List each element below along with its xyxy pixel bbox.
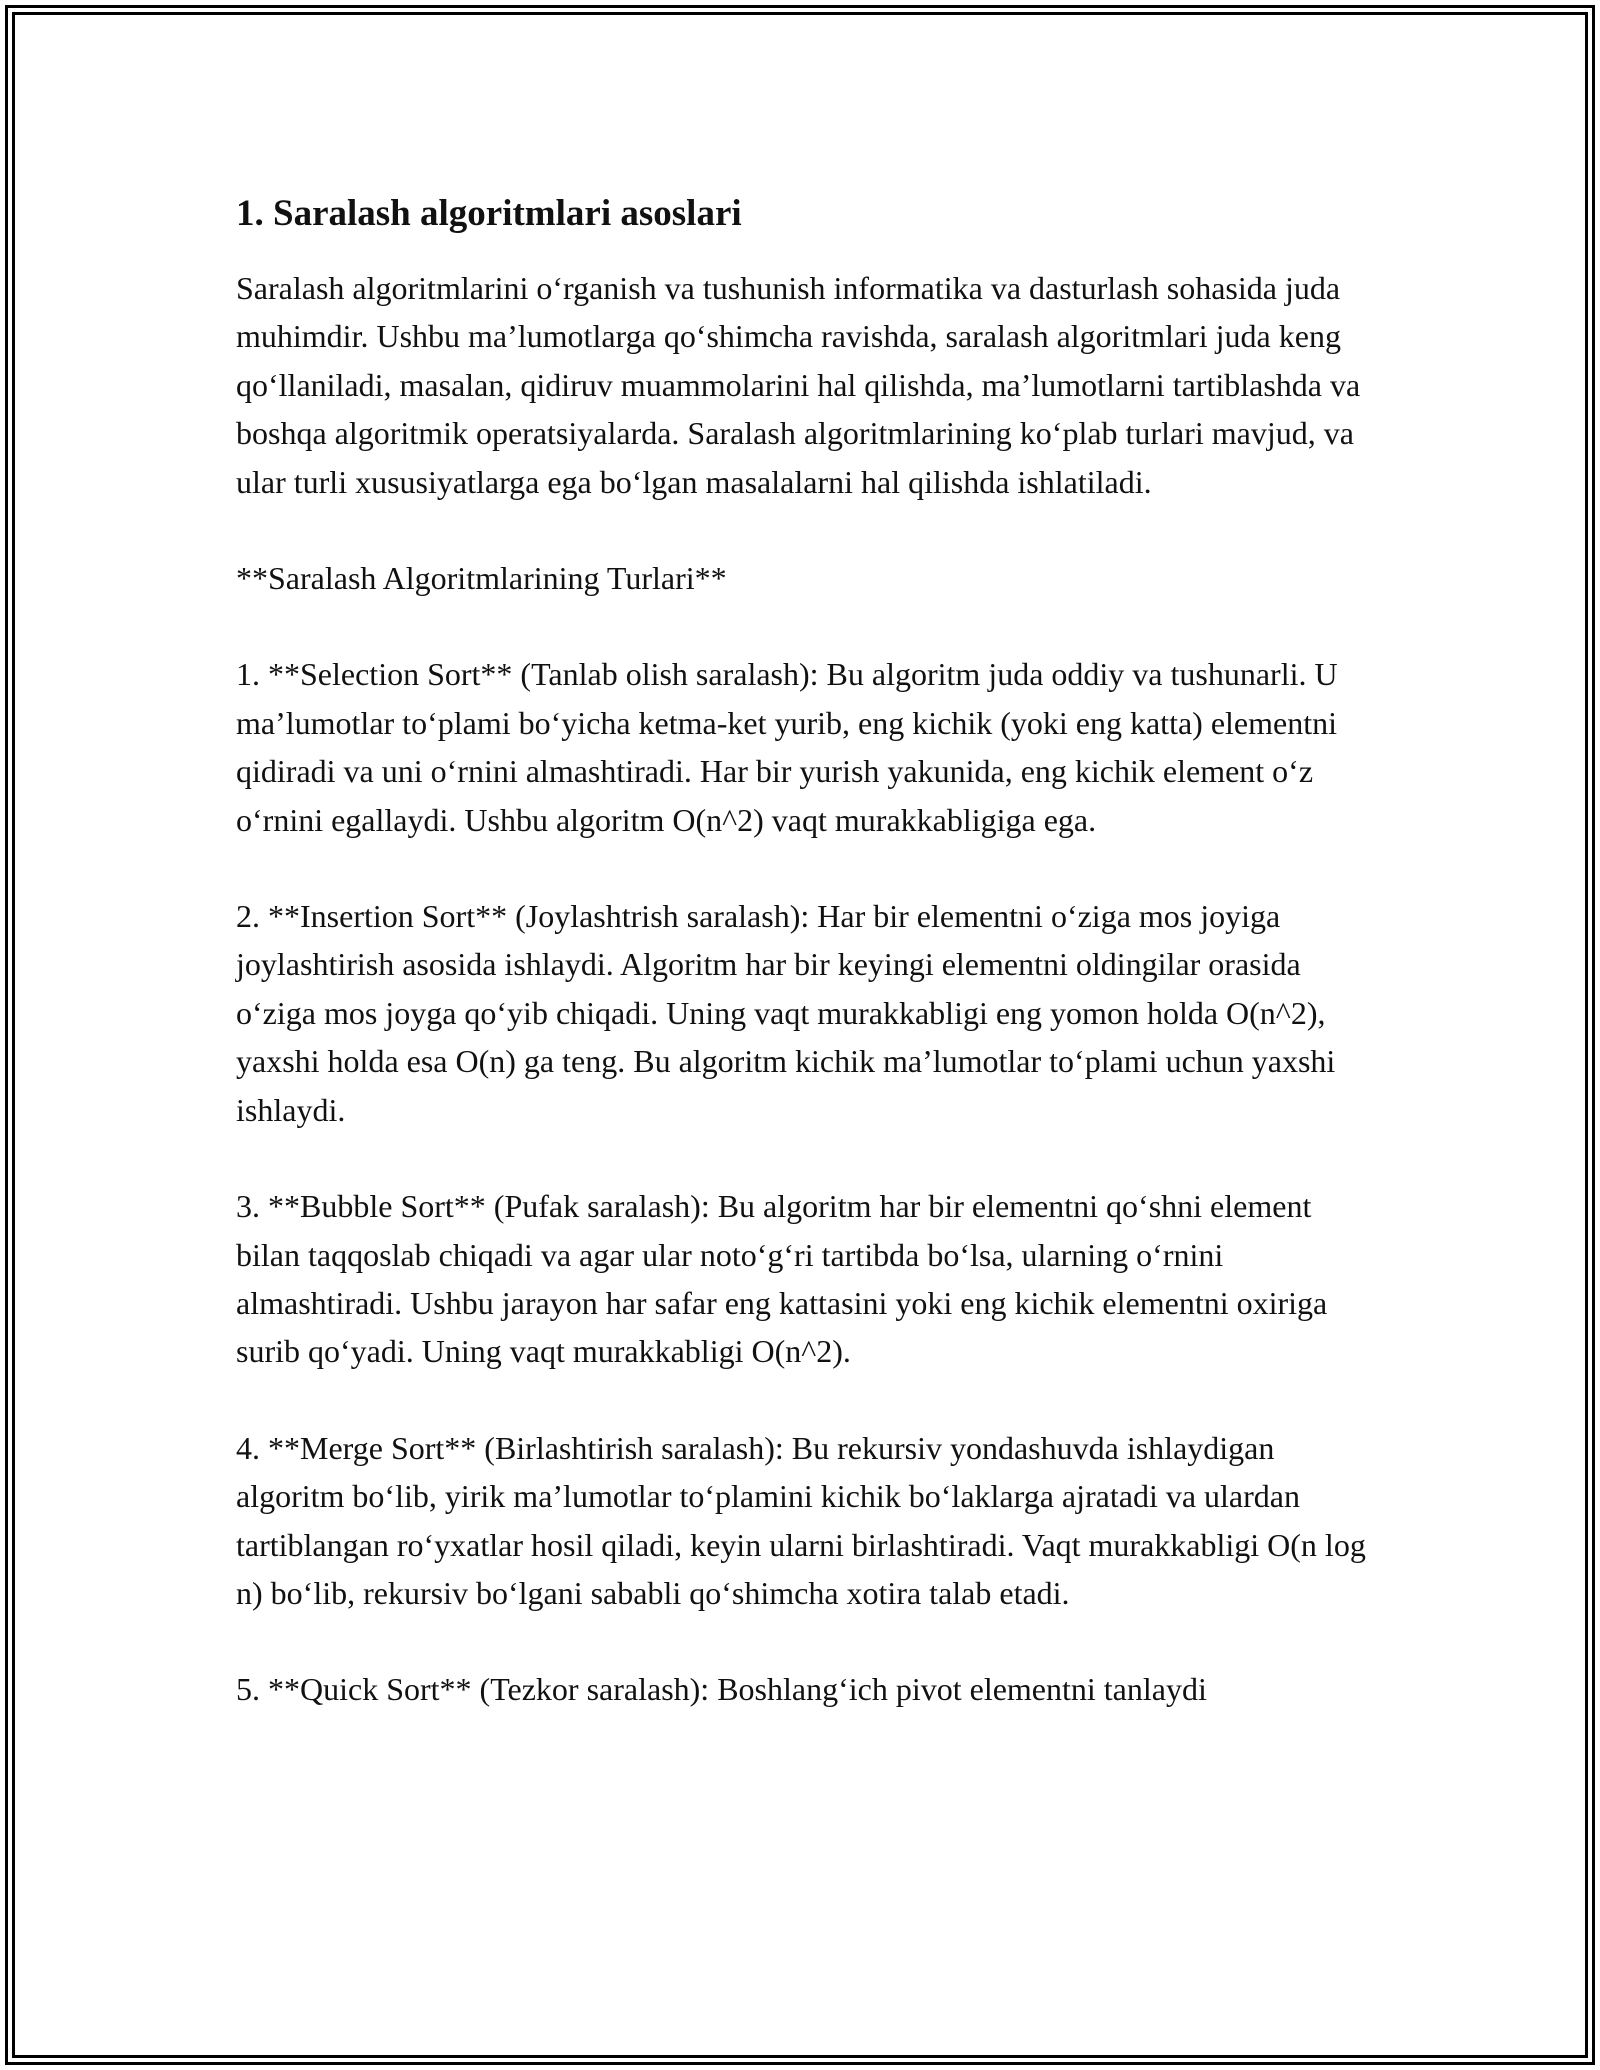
intro-paragraph: Saralash algoritmlarini o‘rganish va tushunish informatika va dasturlash sohasida juda muhimdir. Ushbu ma’lumotlarga qo‘shimcha ravishda, saralash algoritmlari juda keng qo‘llaniladi, masalan, qidiruv muammolarini hal qilishda, ma’lumotlarni tartiblashda va boshqa algoritmik operatsiyalarda. Saralash algoritmlarining ko‘plab turlari mavjud, va ular turli xususiyatlarga ega bo‘lgan masalalarni hal qilishda ishlatiladi.: [236, 270, 1361, 500]
insertion-sort-paragraph: 2. **Insertion Sort** (Joylashtrish saralash): Har bir elementni o‘ziga mos joyiga joylashtirish asosida ishlaydi. Algoritm har bir keyingi elementni oldingilar orasida o‘ziga mos joyga qo‘yib chiqadi. Uning vaqt murakkabligi eng yomon holda O(n^2), yaxshi holda esa O(n) ga teng. Bu algoritm kichik ma’lumotlar to‘plami uchun yaxshi ishlaydi.: [236, 898, 1336, 1128]
document-body: [236, 184, 1376, 1762]
section-heading: 1. Saralash algoritmlari asoslari: [236, 193, 742, 234]
bubble-sort-paragraph: 3. **Bubble Sort** (Pufak saralash): Bu algoritm har bir elementni qo‘shni element bilan taqqoslab chiqadi va agar ular noto‘g‘ri tartibda bo‘lsa, ularning o‘rnini almashtiradi. Ushbu jarayon har safar eng kattasini yoki eng kichik elementni oxiriga surib qo‘yadi. Uning vaqt murakkabligi O(n^2).: [236, 1188, 1328, 1370]
selection-sort-paragraph: 1. **Selection Sort** (Tanlab olish saralash): Bu algoritm juda oddiy va tushunarli. U ma’lumotlar to‘plami bo‘yicha ketma-ket yurib, eng kichik (yoki eng katta) elementni qidiradi va uni o‘rnini almashtiradi. Har bir yurish yakunida, eng kichik element o‘z o‘rnini egallaydi. Ushbu algoritm O(n^2) vaqt murakkabligiga ega.: [236, 656, 1338, 838]
merge-sort-paragraph: 4. **Merge Sort** (Birlashtirish saralash): Bu rekursiv yondashuvda ishlaydigan algoritm bo‘lib, yirik ma’lumotlar to‘plamini kichik bo‘laklarga ajratadi va ulardan tartiblangan ro‘yxatlar hosil qiladi, keyin ularni birlashtiradi. Vaqt murakkabligi O(n log n) bo‘lib, rekursiv bo‘lgani sababli qo‘shimcha xotira talab etadi.: [236, 1429, 1366, 1611]
quick-sort-paragraph: 5. **Quick Sort** (Tezkor saralash): Boshlang‘ich pivot elementni tanlaydi: [236, 1671, 1207, 1708]
types-subheading: **Saralash Algoritmlarining Turlari**: [236, 560, 727, 597]
